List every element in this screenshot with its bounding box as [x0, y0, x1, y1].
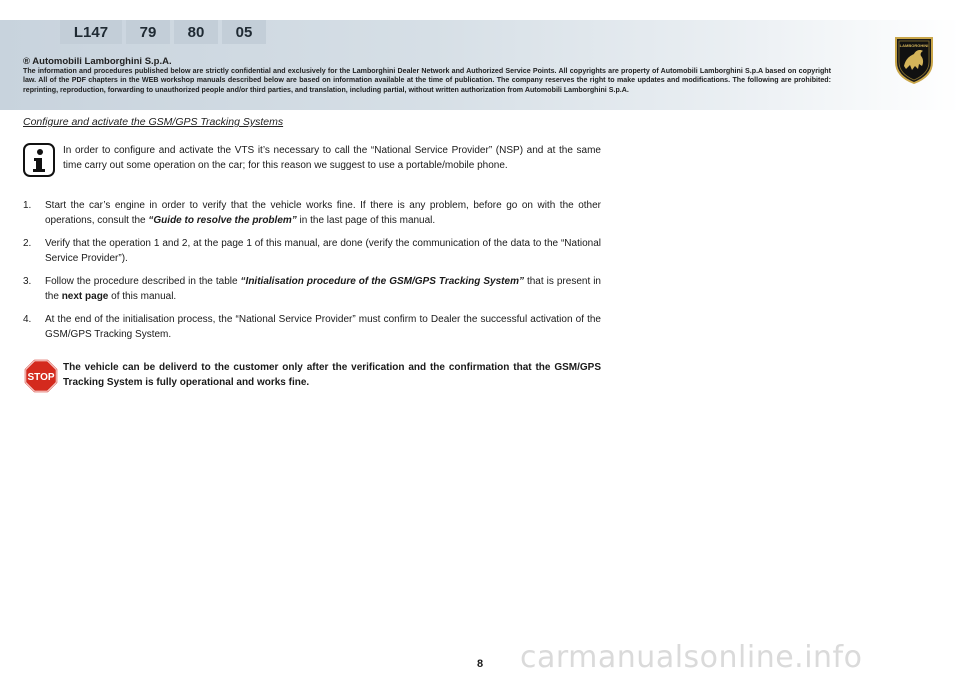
step-bold: next page	[61, 291, 109, 302]
step-text: that is present in the	[45, 276, 601, 302]
section-title: Configure and activate the GSM/GPS Tracking Systems	[23, 116, 284, 128]
step-number: 4.	[23, 314, 32, 325]
company-name: ® Automobili Lamborghini S.p.A.	[23, 56, 172, 67]
step-item	[23, 312, 601, 342]
page-number: 8	[476, 658, 484, 670]
step-number: 1.	[23, 200, 32, 211]
subgroup-code: 80	[174, 20, 218, 44]
info-paragraph: In order to configure and activate the VTS it’s necessary to call the “National Service Provider” (NSP) and at the same time carry out some operation on the car; for this reason we suggest to use a portable/mobile phone.	[63, 145, 601, 171]
lamborghini-bull-shield-icon	[894, 36, 934, 84]
sequence-code: 05	[222, 20, 266, 44]
step-text: Start the car’s engine in order to verify that the vehicle works fine. If there is any problem, before go on with the other operations, consult the	[45, 200, 601, 226]
legal-text: The information and procedures published below are strictly confidential and exclusively for the Lamborghini Dealer Network and Authorized Service Points. All copyrights are property of Automobili Lamborghini S.p.A based on copyright law. All of the PDF chapters in the WEB workshop manuals described below are based on information available at the time of publication. The company reserves the right to make updates and modifications. The following are prohibited: reprinting, reproduction, forwarding to unauthorized people and/or third parties, and translation, including partial, without written authorization from Automobili Lamborghini S.p.A.	[23, 67, 831, 94]
step-text: Verify that the operation 1 and 2, at the page 1 of this manual, are done (verify the communication of the data to the “National Service Provider”).	[45, 238, 601, 264]
step-emphasis: “Guide to resolve the problem”	[148, 215, 297, 226]
copyright-notice	[23, 56, 831, 95]
watermark: carmanualsonline.info	[520, 640, 863, 675]
step-item	[23, 236, 601, 266]
stop-label: STOP	[27, 372, 55, 383]
step-text: Follow the procedure described in the table	[45, 276, 241, 287]
step-number: 2.	[23, 238, 32, 249]
step-text: of this manual.	[108, 291, 177, 302]
step-emphasis: “Initialisation procedure of the GSM/GPS Tracking System”	[240, 276, 524, 287]
step-item	[23, 274, 601, 304]
logo-lettering: LAMBORGHINI	[899, 43, 929, 48]
document-code-bar	[60, 20, 266, 44]
warning-text: The vehicle can be deliverd to the customer only after the verification and the confirmation that the GSM/GPS Tracking System is fully operational and works fine.	[63, 362, 601, 388]
group-code: 79	[126, 20, 170, 44]
procedure-steps	[23, 198, 601, 350]
stop-sign-icon	[23, 358, 59, 394]
step-text: At the end of the initialisation process, the “National Service Provider” must confirm to Dealer the successful activation of the GSM/GPS Tracking System.	[45, 314, 601, 340]
info-icon	[23, 143, 55, 177]
step-text: in the last page of this manual.	[296, 215, 436, 226]
step-item	[23, 198, 601, 228]
model-code: L147	[60, 20, 122, 44]
step-number: 3.	[23, 276, 32, 287]
